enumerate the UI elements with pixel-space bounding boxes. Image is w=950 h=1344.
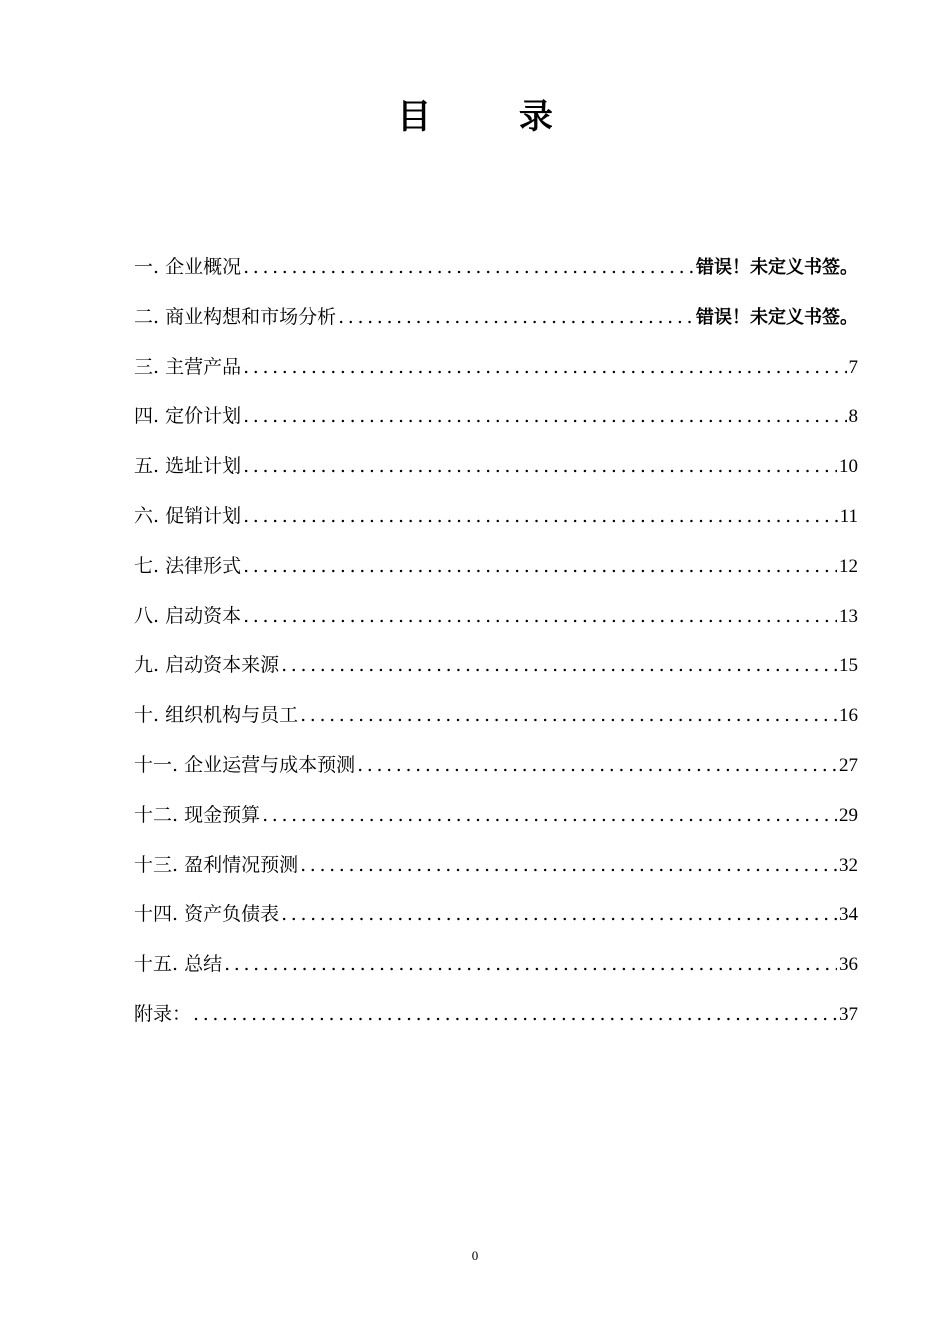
toc-entry-page: 29 <box>839 804 858 826</box>
toc-dot-leader <box>243 549 837 583</box>
toc-dot-leader <box>300 698 837 732</box>
toc-entry[interactable] <box>134 947 858 997</box>
toc-entry-page: 错误！未定义书签。 <box>696 306 858 328</box>
toc-entry-page: 7 <box>848 356 858 378</box>
toc-entry-label: 十. 组织机构与员工 <box>134 704 299 727</box>
toc-dot-leader <box>193 997 837 1031</box>
toc-entry[interactable] <box>134 897 858 947</box>
toc-dot-leader <box>243 250 694 284</box>
toc-dot-leader <box>281 897 837 931</box>
toc-entry[interactable] <box>134 748 858 798</box>
toc-dot-leader <box>243 350 846 384</box>
toc-entry-page: 11 <box>839 505 858 527</box>
toc-entry[interactable] <box>134 250 858 300</box>
toc-entry-label: 六. 促销计划 <box>134 504 242 527</box>
toc-entry-label: 十三. 盈利情况预测 <box>134 853 299 876</box>
toc-dot-leader <box>243 599 837 633</box>
toc-entry[interactable] <box>134 300 858 350</box>
toc-entry-page: 10 <box>839 456 858 478</box>
toc-entry[interactable] <box>134 399 858 449</box>
toc-entry-page: 13 <box>839 605 858 627</box>
table-of-contents <box>134 250 858 1047</box>
toc-dot-leader <box>300 848 837 882</box>
toc-entry[interactable] <box>134 798 858 848</box>
toc-dot-leader <box>262 798 837 832</box>
toc-entry[interactable] <box>134 499 858 549</box>
toc-entry-page: 27 <box>839 754 858 776</box>
toc-entry[interactable] <box>134 648 858 698</box>
toc-entry-label: 九. 启动资本来源 <box>134 654 280 677</box>
toc-entry-page: 37 <box>839 1003 858 1025</box>
toc-entry[interactable] <box>134 549 858 599</box>
toc-entry-label: 十一. 企业运营与成本预测 <box>134 753 356 776</box>
toc-entry-label: 四. 定价计划 <box>134 405 242 428</box>
toc-entry-page: 34 <box>839 904 858 926</box>
toc-entry-label: 附录： <box>134 1002 192 1025</box>
toc-entry-label: 十四. 资产负债表 <box>134 903 280 926</box>
toc-entry-label: 三. 主营产品 <box>134 355 242 378</box>
toc-entry-page: 36 <box>839 954 858 976</box>
toc-entry-page: 32 <box>839 854 858 876</box>
toc-entry-label: 二. 商业构想和市场分析 <box>134 305 337 328</box>
toc-dot-leader <box>357 748 837 782</box>
toc-entry-label: 十五. 总结 <box>134 953 223 976</box>
toc-entry-label: 七. 法律形式 <box>134 554 242 577</box>
toc-dot-leader <box>281 648 837 682</box>
toc-entry-label: 十二. 现金预算 <box>134 803 261 826</box>
toc-entry-page: 8 <box>848 406 858 428</box>
footer-page-number: 0 <box>471 1248 479 1263</box>
toc-entry[interactable] <box>134 997 858 1047</box>
toc-dot-leader <box>243 499 838 533</box>
page-title: 目 录 <box>397 97 591 137</box>
toc-dot-leader <box>224 947 837 981</box>
toc-entry[interactable] <box>134 848 858 898</box>
toc-entry-label: 五. 选址计划 <box>134 455 242 478</box>
toc-entry-page: 12 <box>839 555 858 577</box>
toc-dot-leader <box>243 399 846 433</box>
toc-entry-label: 八. 启动资本 <box>134 604 242 627</box>
toc-entry[interactable] <box>134 599 858 649</box>
toc-dot-leader <box>243 449 837 483</box>
toc-entry[interactable] <box>134 698 858 748</box>
toc-entry[interactable] <box>134 449 858 499</box>
toc-entry[interactable] <box>134 350 858 400</box>
toc-entry-label: 一. 企业概况 <box>134 256 242 278</box>
toc-entry-page: 15 <box>839 655 858 677</box>
toc-dot-leader <box>338 300 694 334</box>
toc-entry-page: 错误！未定义书签。 <box>696 257 858 278</box>
toc-entry-page: 16 <box>839 705 858 727</box>
